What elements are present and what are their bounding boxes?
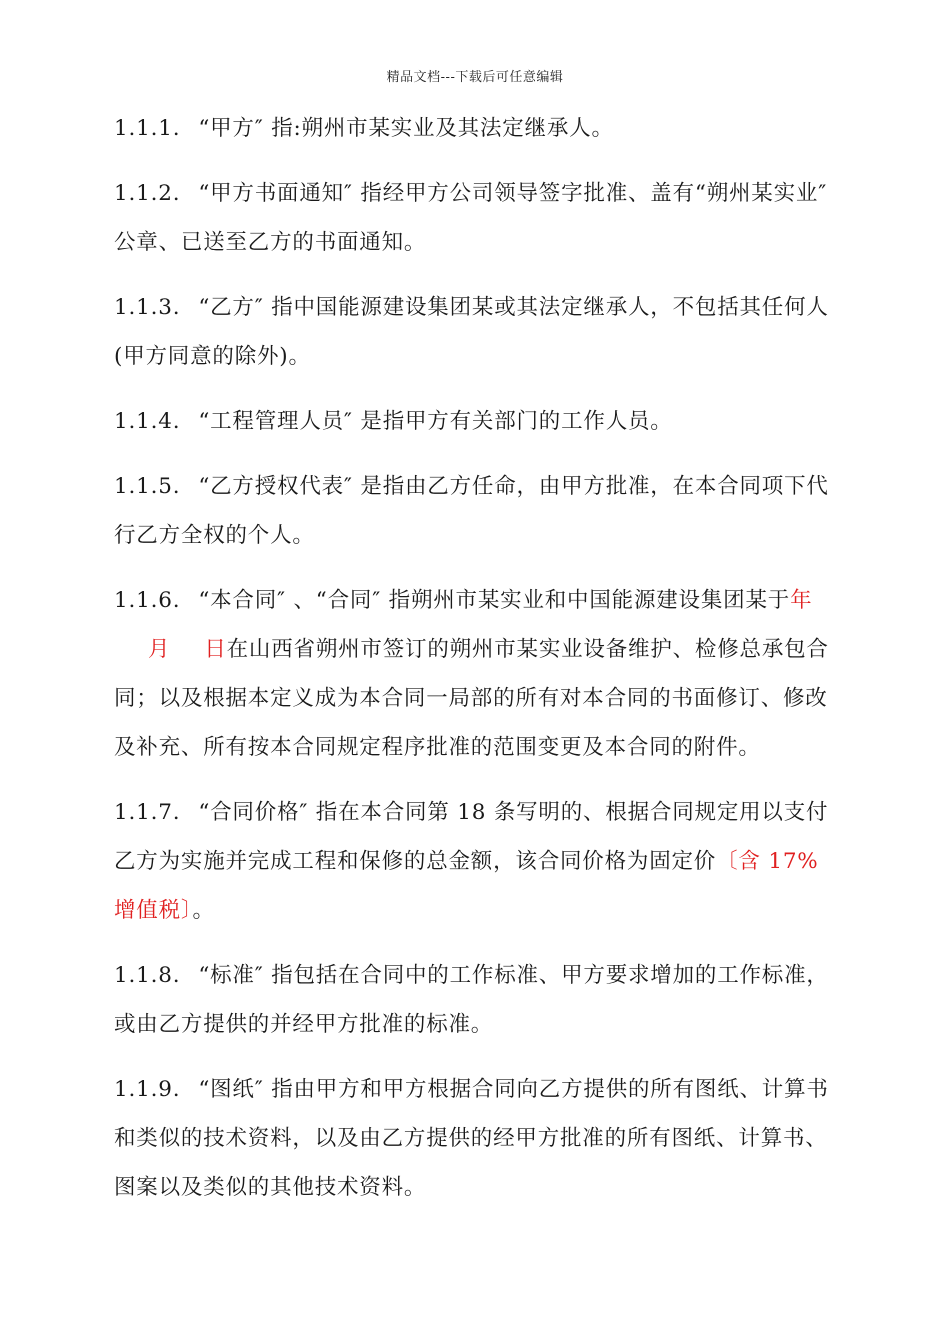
- clause-text: “甲方″ 指:朔州市某实业及其法定继承人。: [198, 116, 614, 141]
- clause-1-1-8: [114, 951, 840, 1049]
- clause-number: 1.1.6.: [114, 588, 181, 613]
- clause-1-1-1: [114, 104, 840, 153]
- page-header: 精品文档---下载后可任意编辑: [386, 70, 564, 85]
- clause-text-after: 在山西省朔州市签订的朔州市某实业设备维护、检修总承包合同；以及根据本定义成为本合同一局部的所有对本合同的书面修订、修改及补充、所有按本合同规定程序批准的范围变更及本合同的附件。: [114, 637, 829, 760]
- clause-number: 1.1.7.: [114, 800, 181, 825]
- date-year-placeholder: 年: [790, 588, 813, 613]
- clause-text: “乙方″ 指中国能源建设集团某或其法定继承人，不包括其任何人(甲方同意的除外)。: [114, 295, 829, 369]
- clause-number: 1.1.3.: [114, 295, 181, 320]
- clause-number: 1.1.4.: [114, 409, 181, 434]
- clause-number: 1.1.2.: [114, 181, 181, 206]
- date-month-placeholder: 月: [148, 637, 171, 662]
- clause-text-after: 。: [192, 898, 215, 923]
- clause-text: “甲方书面通知″ 指经甲方公司领导签字批准、盖有“朔州某实业″ 公章、已送至乙方的书面通知。: [114, 181, 828, 255]
- clause-number: 1.1.9.: [114, 1077, 181, 1102]
- document-body: [114, 104, 840, 1228]
- clause-number: 1.1.8.: [114, 963, 181, 988]
- clause-text: “标准″ 指包括在合同中的工作标准、甲方要求增加的工作标准，或由乙方提供的并经甲方批准的标准。: [114, 963, 829, 1037]
- clause-number: 1.1.1.: [114, 116, 181, 141]
- clause-1-1-6: [114, 576, 840, 772]
- clause-number: 1.1.5.: [114, 474, 181, 499]
- clause-1-1-5: [114, 462, 840, 560]
- clause-text-before: “合同价格″ 指在本合同第 18 条写明的、根据合同规定用以支付乙方为实施并完成工程和保修的总金额，该合同价格为固定价: [114, 800, 829, 874]
- clause-text: “工程管理人员″ 是指甲方有关部门的工作人员。: [198, 409, 673, 434]
- clause-1-1-9: [114, 1065, 840, 1212]
- clause-text: “图纸″ 指由甲方和甲方根据合同向乙方提供的所有图纸、计算书和类似的技术资料，以及由乙方提供的经甲方批准的所有图纸、计算书、图案以及类似的其他技术资料。: [114, 1077, 829, 1200]
- tax-note: 〔含 17%增值税〕: [114, 849, 819, 923]
- clause-1-1-4: [114, 397, 840, 446]
- clause-1-1-2: [114, 169, 840, 267]
- clause-1-1-7: [114, 788, 840, 935]
- date-day-placeholder: 日: [204, 637, 227, 662]
- clause-1-1-3: [114, 283, 840, 381]
- clause-text-before: “本合同″ 、“合同″ 指朔州市某实业和中国能源建设集团某于: [198, 588, 791, 613]
- clause-text: “乙方授权代表″ 是指由乙方任命，由甲方批准，在本合同项下代行乙方全权的个人。: [114, 474, 829, 548]
